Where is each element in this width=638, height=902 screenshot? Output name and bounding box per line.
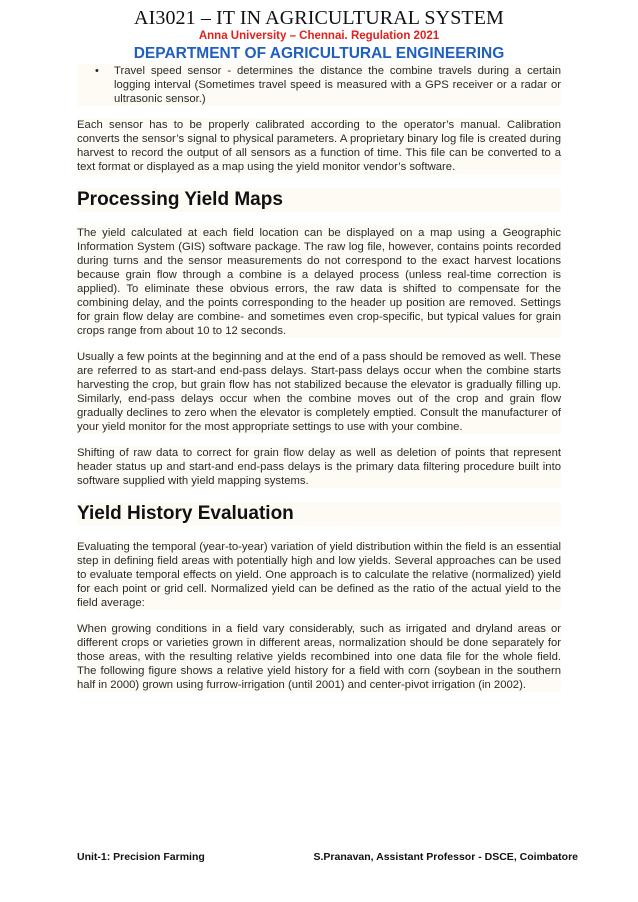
paragraph: When growing conditions in a field vary considerably, such as irrigated and dryland areas or different crops or varieties grown in different areas, normalization should be done separately for those areas, with the resulting relative yields recombined into one data file for the whole field. The following figure shows a relative yield history for a field with corn (soybean in the southern half in 2000) grown using furrow-irrigation (until 2001) and center-pivot irrigation (in 2002). bbox=[77, 623, 561, 691]
bullet-item bbox=[77, 64, 561, 106]
bullet-dot-icon: • bbox=[95, 65, 99, 77]
bullet-text: Travel speed sensor - determines the distance the combine travels during a certain logging interval (Sometimes travel speed is measured with a GPS receiver or a radar or ultrasonic sensor.) bbox=[114, 65, 561, 105]
paragraph: Usually a few points at the beginning and at the end of a pass should be removed as well. These are referred to as start-and end-pass delays. Start-pass delays occur when the combine starts harvesting the crop, but grain flow has not stabilized because the elevator is gradually filling up. Similarly, end-pass delays occur when the combine moves out of the crop and grain flow gradually declines to zero when the elevator is completely emptied. Consult the manufacturer of your yield monitor for the most appropriate settings to use with your combine. bbox=[77, 351, 561, 433]
header-department: DEPARTMENT OF AGRICULTURAL ENGINEERING bbox=[133, 45, 505, 62]
header-title: AI3021 – IT IN AGRICULTURAL SYSTEM bbox=[134, 7, 504, 29]
paragraph: The yield calculated at each field location can be displayed on a map using a Geographic Information System (GIS) software package. The raw log file, however, contains points recorded during turns and the sensor measurements do not correspond to the exact harvest locations because grain flow through a combine is a delayed process (unless real-time correction is applied). To eliminate these obvious errors, the raw data is shifted to compensate for the combining delay, and the points corresponding to the header up position are removed. Settings for grain flow delay are combine- and sometimes even crop-specific, but typical values for grain crops range from about 10 to 12 seconds. bbox=[77, 227, 561, 337]
footer-unit: Unit-1: Precision Farming bbox=[77, 851, 205, 863]
paragraph: Shifting of raw data to correct for grain flow delay as well as deletion of points that represent header status up and start-and end-pass delays is the primary data filtering procedure built into software supplied with yield mapping systems. bbox=[77, 447, 561, 487]
section-heading: Yield History Evaluation bbox=[77, 502, 561, 526]
document-body bbox=[77, 64, 561, 692]
footer-author: S.Pranavan, Assistant Professor - DSCE, Coimbatore bbox=[313, 851, 578, 863]
paragraph: Evaluating the temporal (year-to-year) variation of yield distribution within the field is an essential step in defining field areas with potentially high and low yields. Several approaches can be used to evaluate temporal effects on yield. One approach is to calculate the relative (normalized) yield for each point or grid cell. Normalized yield can be defined as the ratio of the actual yield to the field average: bbox=[77, 541, 561, 609]
header-subtitle: Anna University – Chennai. Regulation 2021 bbox=[198, 30, 440, 42]
section-heading: Processing Yield Maps bbox=[77, 188, 561, 212]
paragraph: Each sensor has to be properly calibrated according to the operator’s manual. Calibration converts the sensor’s signal to physical parameters. A proprietary binary log file is created during harvest to record the output of all sensors as a function of time. This file can be converted to a text format or displayed as a map using the yield monitor vendor’s software. bbox=[77, 119, 561, 173]
